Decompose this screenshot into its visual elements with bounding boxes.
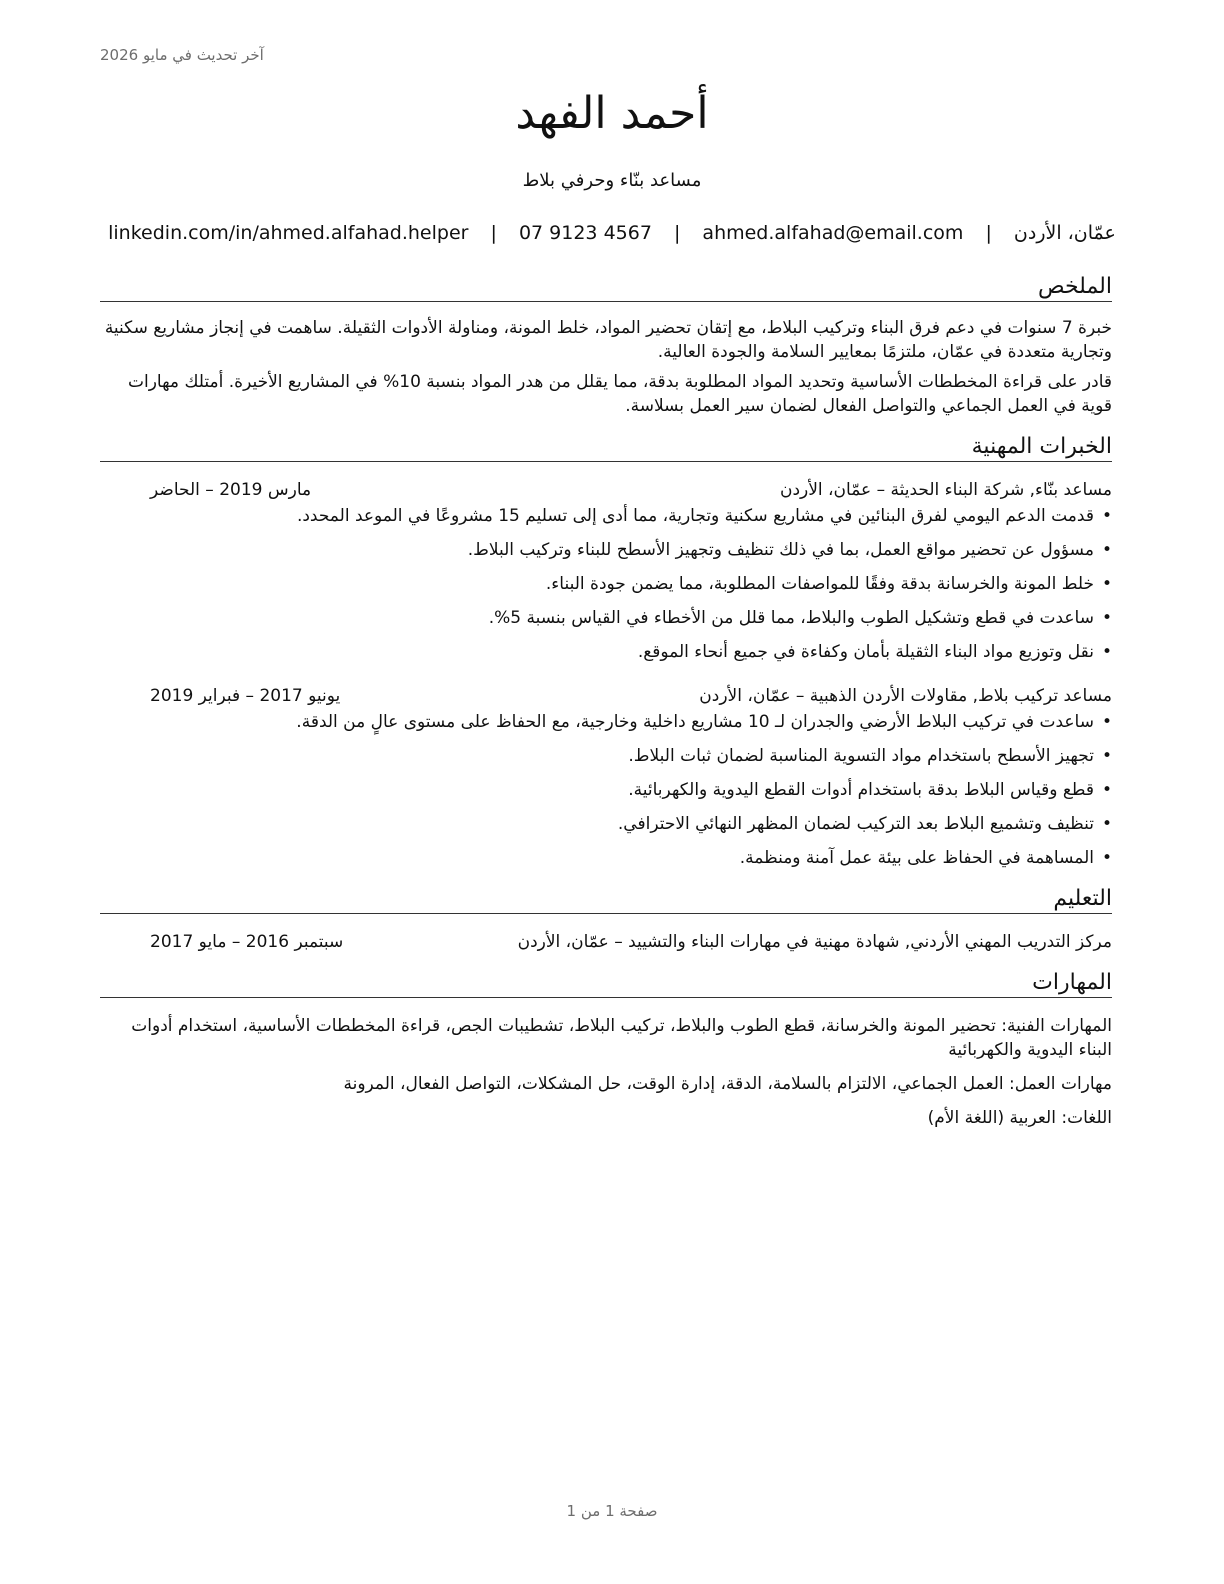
summary-paragraph: خبرة 7 سنوات في دعم فرق البناء وتركيب البلاط، مع إتقان تحضير المواد، خلط المونة، ومناولة الأدوات الثقيلة. ساهمت في إنجاز مشاريع سكنية وتجارية متعددة في عمّان، ملتزمًا بمعايير السلامة والجودة العالية. [104, 318, 1112, 362]
education-dates: سبتمبر 2016 – مايو 2017 [150, 932, 344, 952]
skills-section [100, 970, 1112, 1130]
job-bullets [100, 710, 1112, 870]
contact-separator: | [673, 222, 681, 244]
job-bullet: • المساهمة في الحفاظ على بيئة عمل آمنة ومنظمة. [100, 846, 1112, 870]
resume-content [100, 274, 1112, 1130]
contact-email[interactable]: ahmed.alfahad@email.com [702, 222, 964, 244]
job-heading: مساعد بنّاء, شركة البناء الحديثة – عمّان، الأردن [779, 480, 1112, 500]
job-bullet: • تنظيف وتشميع البلاط بعد التركيب لضمان المظهر النهائي الاحترافي. [100, 812, 1112, 836]
skills-title: المهارات [100, 970, 1112, 998]
experience-section [100, 434, 1112, 870]
contact-location: عمّان، الأردن [1013, 222, 1116, 244]
job-bullet: • قطع وقياس البلاط بدقة باستخدام أدوات القطع اليدوية والكهربائية. [100, 778, 1112, 802]
contact-separator: | [490, 222, 497, 244]
summary-paragraph: قادر على قراءة المخططات الأساسية وتحديد المواد المطلوبة بدقة، مما يقلل من هدر المواد بنسبة 10% في المشاريع الأخيرة. أمتلك مهارات قوية في العمل الجماعي والتواصل الفعال لضمان سير العمل بسلاسة. [127, 372, 1112, 416]
education-heading: مركز التدريب المهني الأردني, شهادة مهنية في مهارات البناء والتشييد – عمّان، الأردن [517, 932, 1112, 952]
candidate-name: أحمد الفهد [515, 88, 709, 139]
last-updated-note: آخر تحديث في مايو 2026 [100, 46, 264, 64]
job-bullets [100, 504, 1112, 664]
job-entry [100, 684, 1112, 870]
contact-linkedin[interactable]: linkedin.com/in/ahmed.alfahad.helper [108, 222, 469, 244]
job-heading: مساعد تركيب بلاط, مقاولات الأردن الذهبية – عمّان، الأردن [699, 686, 1112, 706]
skills-work: مهارات العمل: العمل الجماعي، الالتزام بالسلامة، الدقة، إدارة الوقت، حل المشكلات، التواصل الفعال، المرونة [343, 1074, 1112, 1094]
job-dates: يونيو 2017 – فبراير 2019 [150, 686, 341, 706]
summary-title: الملخص [100, 274, 1112, 302]
contact-phone[interactable]: 07 9123 4567 [518, 222, 652, 244]
contact-separator: | [985, 222, 992, 244]
skills-languages: اللغات: العربية (اللغة الأم) [927, 1108, 1112, 1128]
job-header [100, 478, 1112, 502]
job-bullet: • مسؤول عن تحضير مواقع العمل، بما في ذلك تنظيف وتجهيز الأسطح للبناء وتركيب البلاط. [100, 538, 1112, 562]
candidate-role: مساعد بنّاء وحرفي بلاط [522, 170, 702, 191]
skills-technical: المهارات الفنية: تحضير المونة والخرسانة، قطع الطوب والبلاط، تركيب البلاط، تشطيبات الجص، قراءة المخططات الأساسية، استخدام أدوات البناء اليدوية والكهربائية [131, 1016, 1112, 1060]
page-number: صفحة 1 من 1 [566, 1502, 658, 1520]
job-bullet: • خلط المونة والخرسانة بدقة وفقًا للمواصفات المطلوبة، مما يضمن جودة البناء. [100, 572, 1112, 596]
job-bullet: • تجهيز الأسطح باستخدام مواد التسوية المناسبة لضمان ثبات البلاط. [100, 744, 1112, 768]
job-bullet: • ساعدت في قطع وتشكيل الطوب والبلاط، مما قلل من الأخطاء في القياس بنسبة 5%. [100, 606, 1112, 630]
education-section [100, 886, 1112, 954]
job-bullet: • قدمت الدعم اليومي لفرق البنائين في مشاريع سكنية وتجارية، مما أدى إلى تسليم 15 مشروعًا في الموعد المحدد. [100, 504, 1112, 528]
job-entry [100, 478, 1112, 664]
education-title: التعليم [100, 886, 1112, 914]
job-bullet: • نقل وتوزيع مواد البناء الثقيلة بأمان وكفاءة في جميع أنحاء الموقع. [100, 640, 1112, 664]
contact-line [0, 222, 1224, 244]
job-header [100, 684, 1112, 708]
job-bullet: • ساعدت في تركيب البلاط الأرضي والجدران لـ 10 مشاريع داخلية وخارجية، مع الحفاظ على مستوى عالٍ من الدقة. [100, 710, 1112, 734]
job-dates: مارس 2019 – الحاضر [150, 480, 312, 500]
experience-title: الخبرات المهنية [100, 434, 1112, 462]
education-header [100, 930, 1112, 954]
summary-section [100, 274, 1112, 418]
